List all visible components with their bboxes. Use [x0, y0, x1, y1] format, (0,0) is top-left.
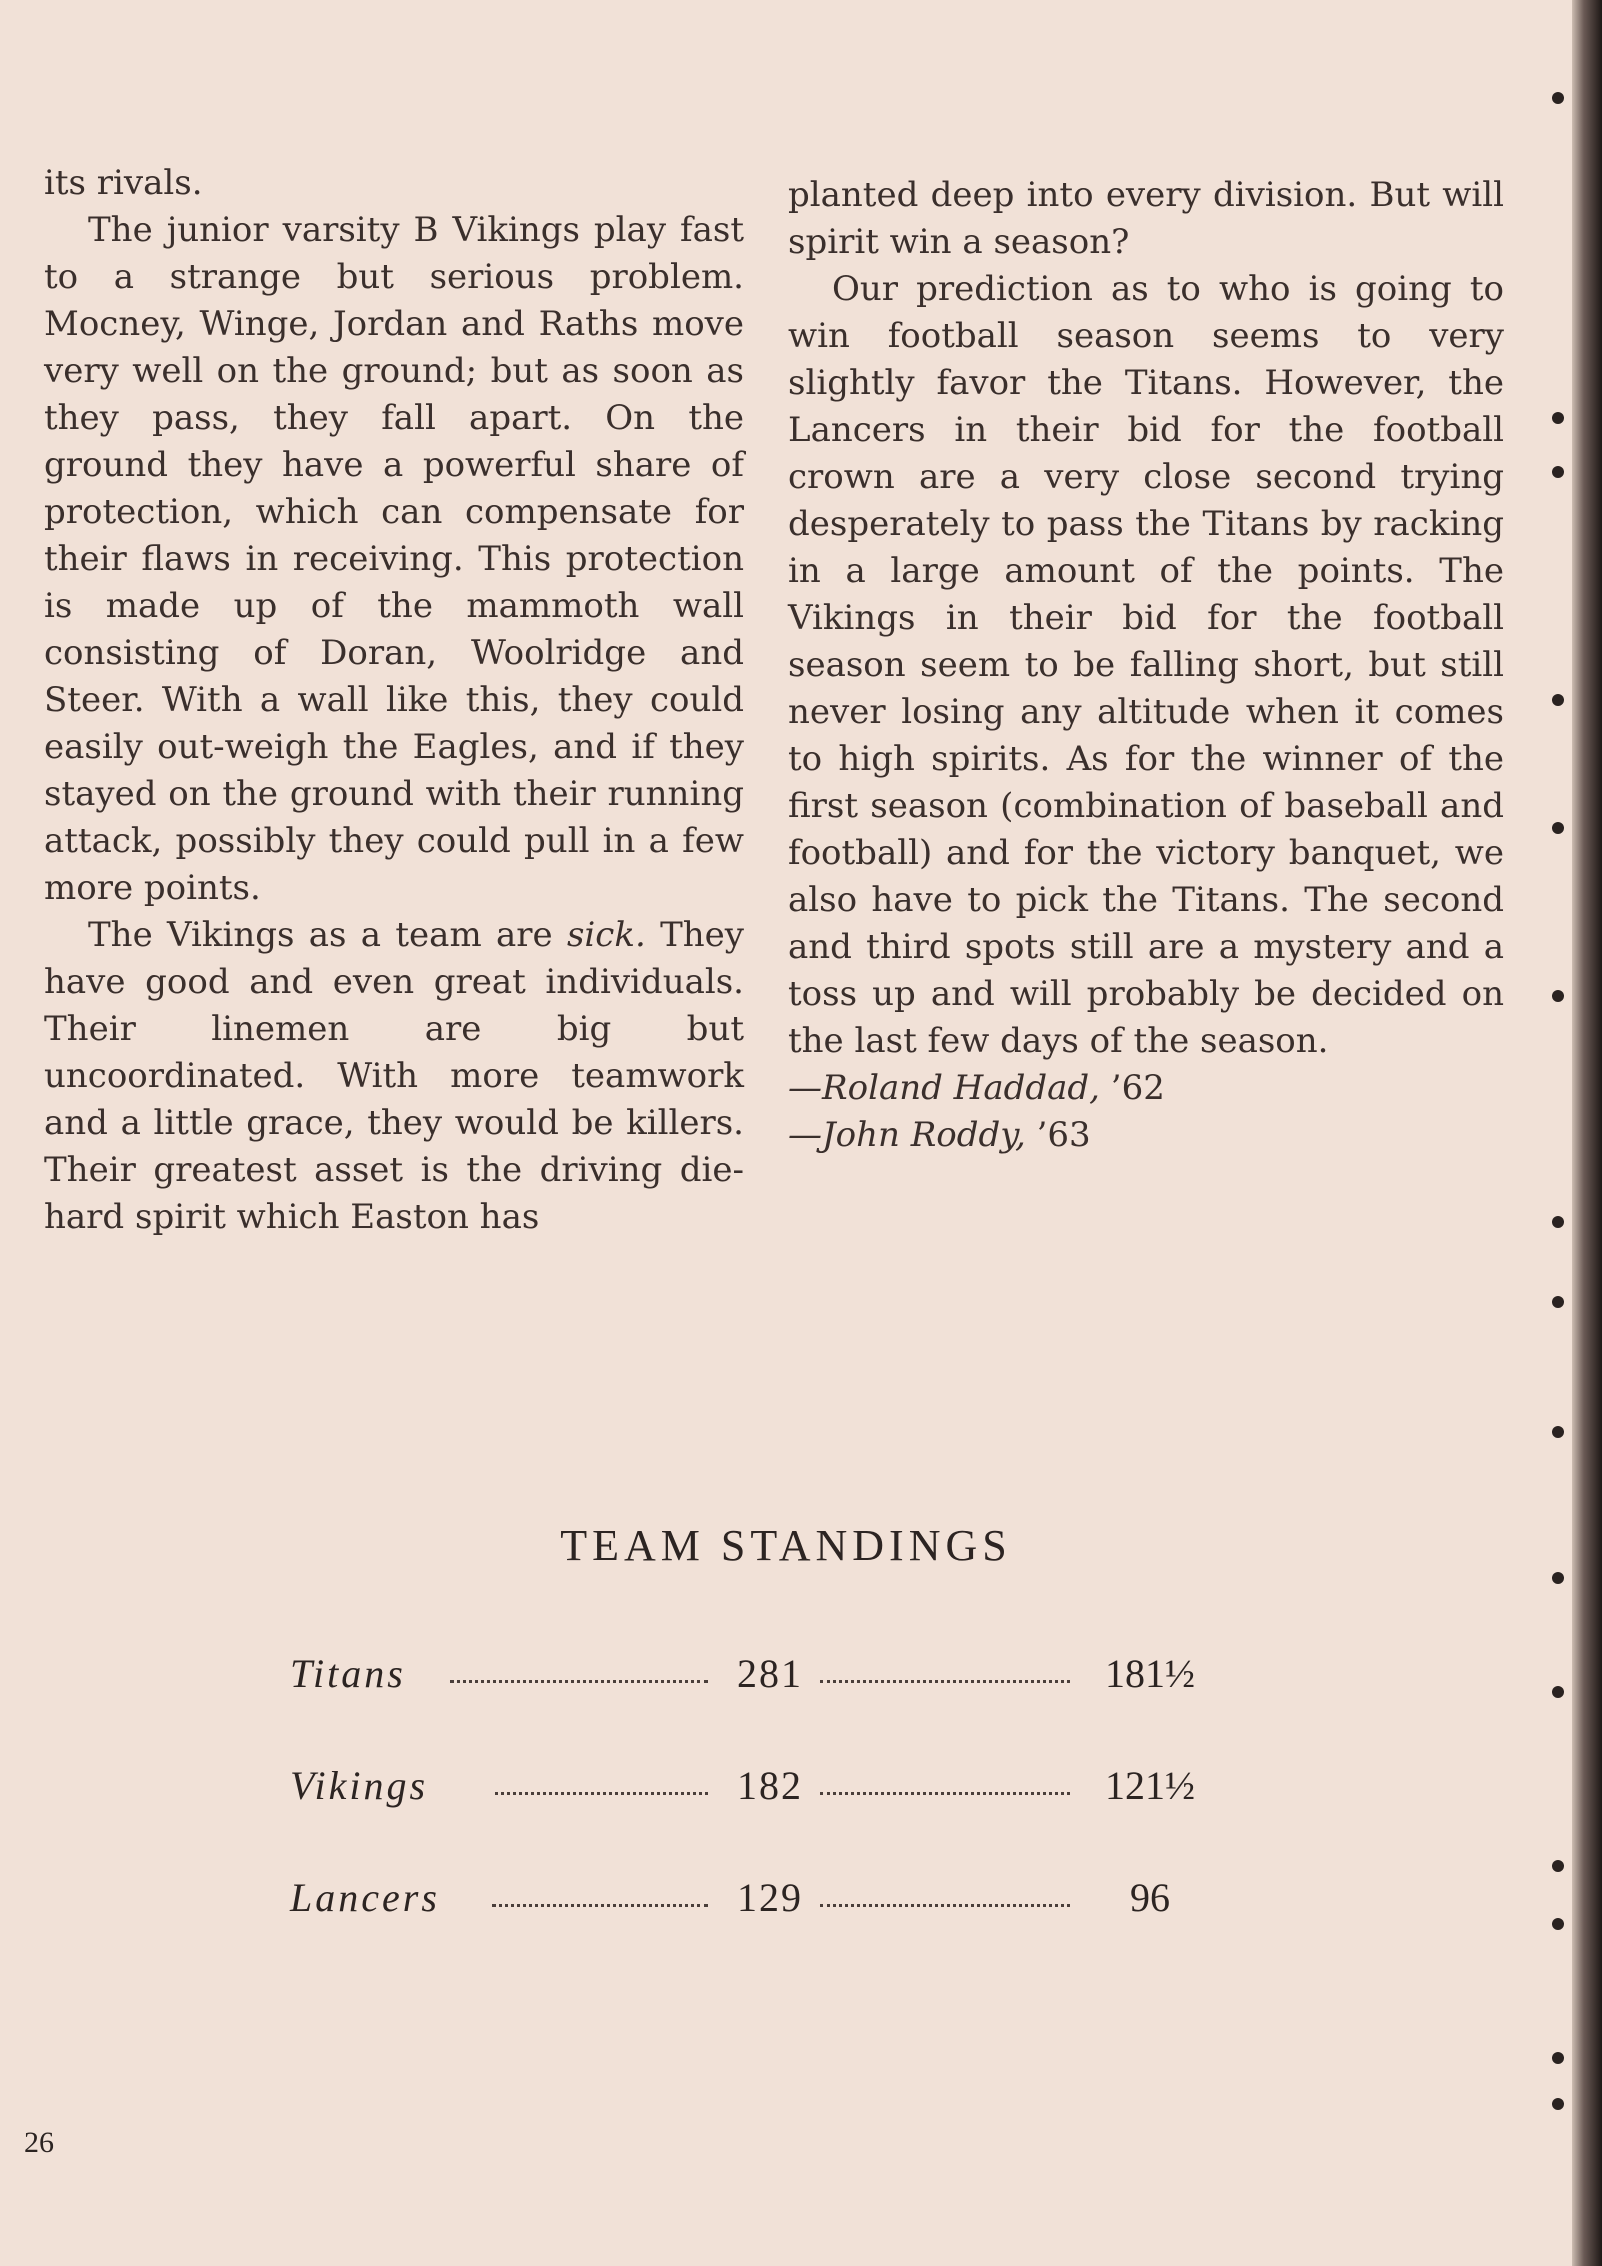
binding-edge: [1572, 0, 1602, 2266]
team-name: Titans: [290, 1651, 406, 1696]
binding-hole: [1552, 466, 1564, 478]
standings-heading: TEAM STANDINGS: [560, 1521, 1012, 1570]
binding-hole: [1552, 1216, 1564, 1228]
team-score-2: 96: [1130, 1875, 1170, 1920]
signature-john-roddy: [788, 1112, 1504, 1159]
signature-1-year: ’62: [1099, 1068, 1165, 1108]
dot-leader: [820, 1904, 1070, 1907]
signature-2-year: ’63: [1025, 1115, 1091, 1155]
dot-leader: [492, 1904, 708, 1907]
left-column: [44, 160, 744, 1241]
dot-leader: [495, 1792, 708, 1795]
dot-leader: [820, 1680, 1070, 1683]
left-paragraph-3-rest: They have good and even great individuals. Their linemen are big but uncoordinated. With more teamwork and a little grace, they would be killers. Their greatest asset is the driving die-hard spirit which Easton has: [44, 915, 744, 1237]
binding-hole: [1552, 1918, 1564, 1930]
team-name: Vikings: [290, 1763, 429, 1808]
team-score-2: 181½: [1105, 1651, 1195, 1696]
standings-row-vikings: [290, 1762, 1195, 1874]
binding-hole: [1552, 92, 1564, 104]
left-paragraph-3-start: The Vikings as a team are: [88, 915, 567, 955]
page-number: 26: [24, 2126, 54, 2159]
signature-2-name: —John Roddy,: [788, 1115, 1026, 1155]
signature-roland-haddad: [788, 1065, 1504, 1112]
right-paragraph-2: Our prediction as to who is going to win football season seems to very slightly favor the Titans. However, the Lancers in their bid for the football crown are a very close second trying desperately to pass the Titans by racking in a large amount of the points. The Vikings in their bid for the football season seem to be falling short, but still never losing any altitude when it comes to high spirits. As for the winner of the first season (combination of baseball and football) and for the victory banquet, we also have to pick the Titans. The second and third spots still are a mystery and a toss up and will probably be decided on the last few days of the season.: [788, 269, 1504, 1061]
binding-hole: [1552, 990, 1564, 1002]
binding-hole: [1552, 2098, 1564, 2110]
left-paragraph-2: The junior varsity B Vikings play fast to a strange but serious problem. Mocney, Winge, Jordan and Raths move very well on the ground; but as soon as they pass, they fall apart. On the ground they have a powerful share of protection, which can compensate for their flaws in receiving. This protection is made up of the mammoth wall consisting of Doran, Woolridge and Steer. With a wall like this, they could easily out-weigh the Eagles, and if they stayed on the ground with their running attack, possibly they could pull in a few more points.: [44, 210, 744, 908]
team-score-1: 129: [737, 1875, 803, 1920]
right-paragraph-1: planted deep into every division. But will spirit win a season?: [788, 175, 1504, 262]
signature-1-name: —Roland Haddad,: [788, 1068, 1100, 1108]
team-score-1: 182: [737, 1763, 803, 1808]
team-score-1: 281: [737, 1651, 803, 1696]
left-paragraph-1: its rivals.: [44, 163, 203, 203]
left-paragraph-3: [44, 912, 744, 1241]
left-paragraph-3-emphasis: sick.: [566, 915, 646, 955]
binding-hole: [1552, 822, 1564, 834]
standings-row-titans: [290, 1650, 1195, 1762]
binding-hole: [1552, 1572, 1564, 1584]
binding-hole: [1552, 2052, 1564, 2064]
binding-hole: [1552, 1686, 1564, 1698]
team-name: Lancers: [290, 1875, 440, 1920]
dot-leader: [450, 1680, 708, 1683]
binding-hole: [1552, 1296, 1564, 1308]
dot-leader: [820, 1792, 1070, 1795]
team-score-2: 121½: [1105, 1763, 1195, 1808]
standings-table: [290, 1650, 1195, 1986]
binding-hole: [1552, 1860, 1564, 1872]
binding-hole: [1552, 412, 1564, 424]
standings-row-lancers: [290, 1874, 1190, 1986]
binding-hole: [1552, 694, 1564, 706]
binding-hole: [1552, 1426, 1564, 1438]
right-column: [788, 172, 1504, 1159]
